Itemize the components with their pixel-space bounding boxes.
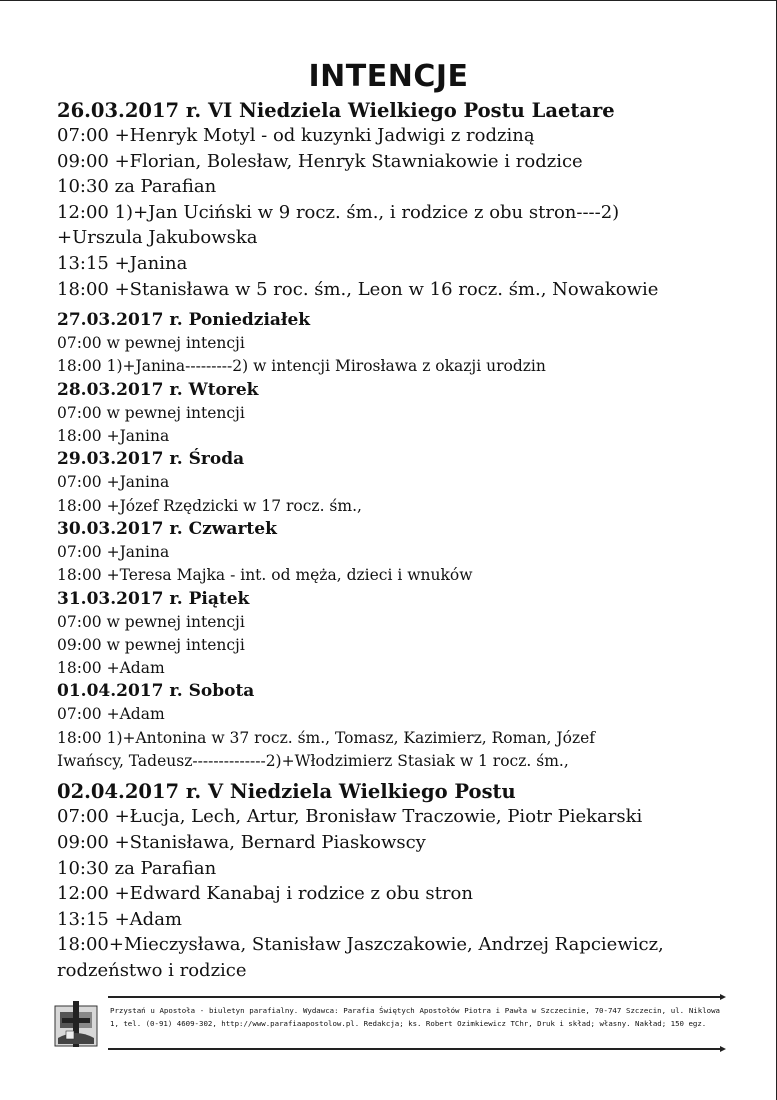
page-title: INTENCJE <box>308 59 469 94</box>
intention-line: 09:00 +Florian, Bolesław, Henryk Stawniakowie i rodzice <box>57 150 583 172</box>
day-heading: 30.03.2017 r. Czwartek <box>57 518 277 539</box>
intention-line: 18:00 +Józef Rzędzicki w 17 rocz. śm., <box>57 496 362 515</box>
intention-line: 09:00 w pewnej intencji <box>57 635 245 654</box>
intention-line: 18:00 1)+Antonina w 37 rocz. śm., Tomasz, Kazimierz, Roman, Józef <box>57 728 596 747</box>
footer-text: Przystań u Apostoła - biuletyn parafialny. Wydawca: Parafia Świętych Apostołów Piotra i Pawła w Szczecinie, 70-747 Szczecin, ul. Niklowa 1, tel. (0-91) 4609-302, http://www.parafiaapostolow.pl. Redakcja; ks. Robert Ozimkiewicz TChr, Druk i skład; własny. Nakład; 150 egz. <box>110 1006 720 1028</box>
intention-line: 07:00 w pewnej intencji <box>57 403 245 422</box>
intention-line: 07:00 +Łucja, Lech, Artur, Bronisław Traczowie, Piotr Piekarski <box>57 806 643 828</box>
day-section-2017-03-29 <box>57 448 757 518</box>
day-heading: 01.04.2017 r. Sobota <box>57 681 255 702</box>
footer-rule <box>108 996 722 998</box>
intention-line: +Urszula Jakubowska <box>57 227 258 249</box>
day-heading: 28.03.2017 r. Wtorek <box>57 379 259 400</box>
intention-line: 10:30 za Parafian <box>57 857 217 879</box>
intention-line: rodzeństwo i rodzice <box>57 959 247 981</box>
intention-line: Iwańscy, Tadeusz--------------2)+Włodzimierz Stasiak w 1 rocz. śm., <box>57 752 569 771</box>
intention-line: 07:00 +Janina <box>57 542 170 561</box>
intention-line: 18:00 +Adam <box>57 659 165 678</box>
intention-line: 13:15 +Adam <box>57 908 182 930</box>
intention-line: 07:00 +Janina <box>57 473 170 492</box>
intention-line: 18:00 1)+Janina---------2) w intencji Mirosława z okazji urodzin <box>57 357 546 376</box>
day-section-2017-03-30 <box>57 518 757 588</box>
intention-line: 18:00 +Stanisława w 5 roc. śm., Leon w 16 rocz. śm., Nowakowie <box>57 278 659 300</box>
intention-line: 13:15 +Janina <box>57 252 188 274</box>
intention-line: 10:30 za Parafian <box>57 176 217 198</box>
intention-line: 07:00 w pewnej intencji <box>57 334 245 353</box>
intention-line: 07:00 w pewnej intencji <box>57 612 245 631</box>
intention-line: 07:00 +Henryk Motyl - od kuzynki Jadwigi z rodziną <box>57 125 535 146</box>
day-heading: 27.03.2017 r. Poniedziałek <box>57 310 311 331</box>
day-section-2017-03-26 <box>57 98 757 302</box>
spacer <box>57 302 757 309</box>
intention-line: 18:00+Mieczysława, Stanisław Jaszczakowie, Andrzej Rapciewicz, <box>57 934 664 956</box>
bulletin-footer <box>52 994 722 1058</box>
intention-line: 18:00 +Janina <box>57 427 170 446</box>
intention-line: 18:00 +Teresa Majka - int. od męża, dzieci i wnuków <box>57 566 473 585</box>
parish-logo-icon <box>52 998 100 1052</box>
day-section-2017-04-01 <box>57 680 757 773</box>
day-section-2017-03-31 <box>57 588 757 681</box>
day-section-2017-03-27 <box>57 309 757 379</box>
day-heading: 29.03.2017 r. Środa <box>57 449 245 470</box>
day-heading: 26.03.2017 r. VI Niedziela Wielkiego Postu Laetare <box>57 99 615 122</box>
day-heading: 02.04.2017 r. V Niedziela Wielkiego Postu <box>57 780 516 804</box>
intention-line: 07:00 +Adam <box>57 705 165 724</box>
day-section-2017-03-28 <box>57 379 757 449</box>
intention-line: 09:00 +Stanisława, Bernard Piaskowscy <box>57 831 426 853</box>
intention-line: 12:00 1)+Jan Uciński w 9 rocz. śm., i rodzice z obu stron----2) <box>57 201 620 223</box>
day-heading: 31.03.2017 r. Piątek <box>57 588 250 609</box>
page-border-top <box>0 0 777 1</box>
intention-line: 12:00 +Edward Kanabaj i rodzice z obu stron <box>57 883 473 905</box>
intentions-list <box>57 98 757 983</box>
footer-rule <box>108 1048 722 1050</box>
day-section-2017-04-02 <box>57 779 757 983</box>
